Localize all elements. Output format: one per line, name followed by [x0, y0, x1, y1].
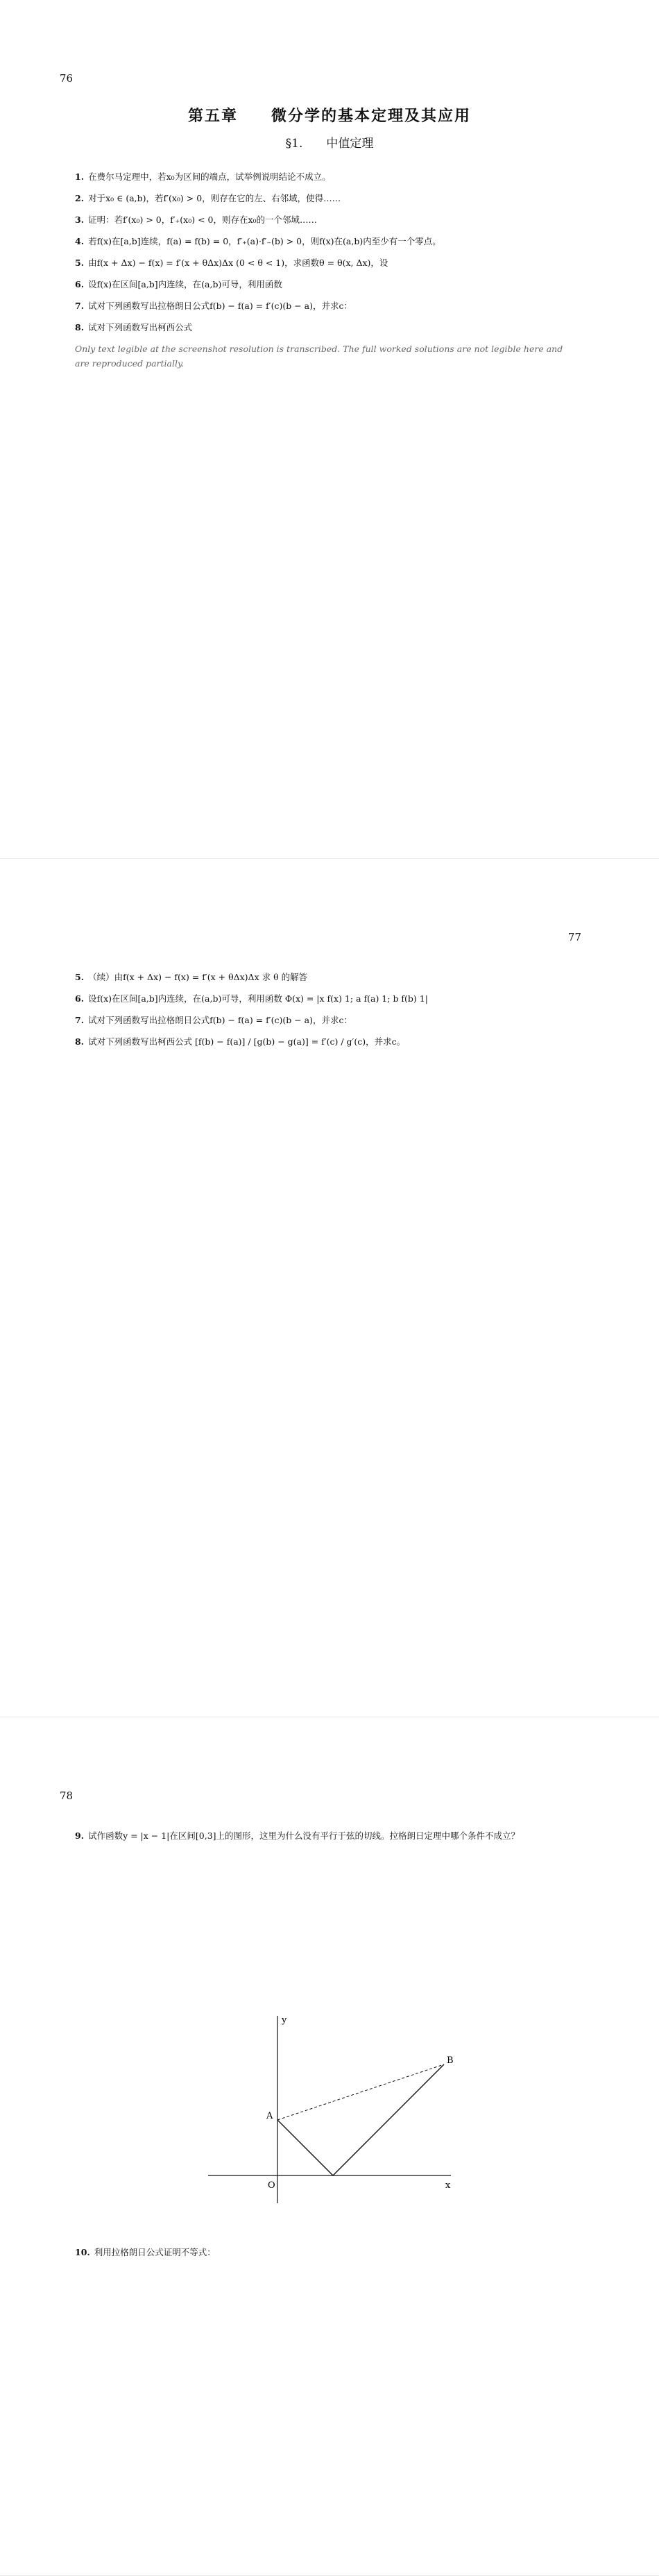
problem-item [75, 169, 576, 184]
problem-number: 3. [75, 214, 85, 225]
problem-statement: 试对下列函数写出柯西公式 [f(b) − f(a)] / [g(b) − g(a)] = f′(c) / g′(c)，并求c。 [88, 1036, 406, 1047]
problem-number: 2. [75, 193, 85, 203]
problem-number: 8. [75, 1036, 85, 1047]
y-axis-label: y [282, 2015, 287, 2026]
problem-statement: 试对下列函数写出拉格朗日公式f(b) − f(a) = f′(c)(b − a)，并求c： [88, 301, 352, 311]
page-78 [0, 1717, 659, 2576]
problem-statement: 对于x₀ ∈ (a,b)，若f′(x₀) > 0，则存在它的左、右邻域，使得…… [88, 193, 341, 203]
problem-item [75, 2245, 576, 2259]
problem-number: 5. [75, 258, 85, 268]
abs-value-figure [201, 2009, 458, 2210]
problem-number: 4. [75, 236, 85, 246]
legibility-note: Only text legible at the screenshot resolution is transcribed. The full worked solutions are not legible here and are reproduced partially. [75, 344, 563, 369]
problem-statement: 利用拉格朗日公式证明不等式： [94, 2247, 216, 2257]
problem-statement: 设f(x)在区间[a,b]内连续，在(a,b)可导，利用函数 [88, 279, 282, 289]
page-number: 77 [567, 931, 581, 943]
problem-statement: 设f(x)在区间[a,b]内连续，在(a,b)可导，利用函数 Φ(x) = |x f(x) 1; a f(a) 1; b f(b) 1| [88, 993, 428, 1004]
page-76 [0, 0, 659, 859]
problem-number: 5. [75, 972, 85, 982]
problem-number: 7. [75, 301, 85, 311]
problem-item [75, 970, 576, 984]
problem-statement: 若f(x)在[a,b]连续，f(a) = f(b) = 0，f′₊(a)·f′₋(b) > 0，则f(x)在(a,b)内至少有一个零点。 [88, 236, 441, 246]
problem-list [75, 169, 576, 371]
point-b-label: B [447, 2055, 454, 2066]
problem-item [75, 298, 576, 313]
problem-number: 6. [75, 279, 85, 289]
problem-list [75, 970, 576, 1056]
section-title: §1. 中值定理 [285, 137, 374, 151]
problem-number: 1. [75, 171, 85, 182]
problem-item [75, 1828, 576, 1843]
problem-item [75, 277, 576, 292]
problem-statement: 试对下列函数写出柯西公式 [88, 322, 193, 332]
problem-statement: 在费尔马定理中，若x₀为区间的端点，试举例说明结论不成立。 [88, 171, 331, 182]
problem-list-continued [75, 2245, 576, 2266]
problem-item [75, 191, 576, 205]
problem-statement: 证明：若f′(x₀) > 0，f′₊(x₀) < 0，则存在x₀的一个邻域…… [88, 214, 318, 225]
problem-number: 10. [75, 2247, 90, 2257]
problem-item [75, 255, 576, 270]
problem-number: 9. [75, 1830, 85, 1841]
chapter-title: 第五章 微分学的基本定理及其应用 [187, 107, 471, 125]
graph-polyline [277, 2064, 444, 2175]
problem-statement: 由f(x + Δx) − f(x) = f′(x + θΔx)Δx (0 < θ < 1)，求函数θ = θ(x, Δx)，设 [88, 258, 388, 268]
page-number: 78 [60, 1790, 74, 1802]
point-a-label: A [266, 2111, 273, 2121]
problem-number: 6. [75, 993, 85, 1004]
problem-statement: 试作函数y = |x − 1|在区间[0,3]上的图形，这里为什么没有平行于弦的切线。拉格朗日定理中哪个条件不成立？ [88, 1830, 520, 1841]
page-number: 76 [60, 72, 74, 85]
problem-number: 7. [75, 1015, 85, 1025]
problem-item [75, 1034, 576, 1049]
problem-number: 8. [75, 322, 85, 332]
problem-statement: （续）由f(x + Δx) − f(x) = f′(x + θΔx)Δx 求 θ 的解答 [88, 972, 308, 982]
problem-item [75, 234, 576, 249]
problem-statement: 试对下列函数写出拉格朗日公式f(b) − f(a) = f′(c)(b − a)，并求c： [88, 1015, 352, 1025]
origin-label: O [268, 2180, 275, 2191]
chord-line [277, 2064, 444, 2120]
x-axis-label: x [445, 2180, 451, 2191]
problem-item [75, 320, 576, 335]
page-77 [0, 859, 659, 1717]
abs-value-graph [201, 2009, 458, 2210]
problem-item [75, 991, 576, 1006]
problem-list [75, 1828, 576, 1850]
problem-item [75, 212, 576, 227]
problem-item [75, 1013, 576, 1027]
